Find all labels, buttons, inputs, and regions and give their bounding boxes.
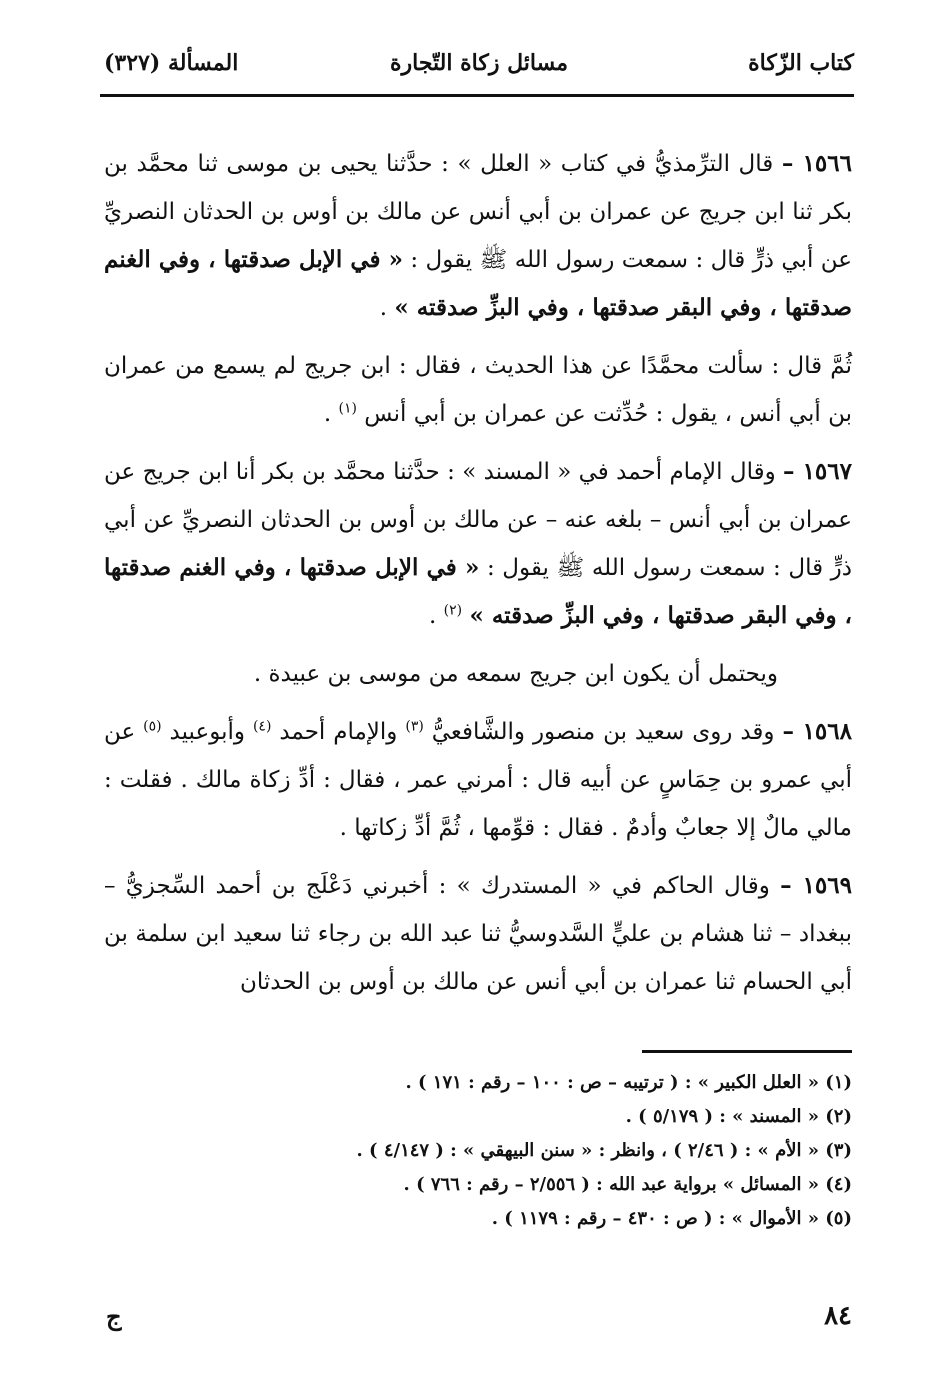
header-book-title: كتاب الزّكاة	[748, 50, 854, 76]
paragraph-commentary-1	[104, 342, 852, 438]
footnotes	[104, 1066, 852, 1236]
hadith-number: ١٥٦٧ –	[783, 458, 852, 485]
signature-mark: ج	[106, 1302, 122, 1331]
paragraph-text: والإمام أحمد	[279, 719, 406, 745]
paragraph-tail: .	[379, 295, 395, 321]
paragraph-text: عن أبي عمرو بن حِمَاسٍ عن أبيه قال : أمرني عمر ، فقال : أدِّ زكاة مالك . فقلت : مالي مالٌ إلا جعابٌ وأدمٌ . فقال : قوِّمها ، ثُمَّ أدِّ زكاتها .	[104, 719, 852, 841]
paragraph-1568	[104, 708, 852, 852]
footnote-ref-4: (٤)	[252, 718, 272, 735]
hadith-quote: « في الإبل صدقتها ، وفي الغنم صدقتها ، وفي البقر صدقتها ، وفي البزِّ صدقته »	[104, 554, 852, 629]
footnote-item: (١) « العلل الكبير » : ( ترتيبه – ص : ١٠٠ – رقم : ١٧١ ) .	[405, 1072, 852, 1093]
paragraph-text: ويحتمل أن يكون ابن جريج سمعه من موسى بن عبيدة .	[253, 661, 778, 687]
paragraph-tail: .	[429, 603, 444, 629]
paragraph-text: وقال الحاكم في « المستدرك » : أخبرني دَعْلَج بن أحمد السِّجزيُّ – ببغداد – ثنا هشام بن عليٍّ السَّدوسيُّ ثنا عبد الله بن رجاء ثنا سعيد ابن سلمة بن أبي الحسام ثنا عمران بن أبي أنس عن مالك بن أوس بن الحدثان	[104, 873, 852, 995]
hadith-number: ١٥٦٦ –	[781, 150, 852, 177]
running-header	[104, 48, 854, 88]
footnote-item: (٤) « المسائل » برواية عبد الله : ( ٢/٥٥٦ – رقم : ٧٦٦ ) .	[403, 1174, 852, 1195]
paragraph-text: وقد روى سعيد بن منصور والشَّافعيُّ	[431, 719, 783, 745]
paragraph-1567	[104, 448, 852, 640]
paragraph-1569	[104, 862, 852, 1006]
footnote-item: (٢) « المسند » : ( ٥/١٧٩ ) .	[625, 1106, 852, 1127]
page-number: ٨٤	[824, 1301, 852, 1331]
footnote-ref-5: (٥)	[143, 718, 162, 735]
footnote-item: (٥) « الأموال » : ( ص : ٤٣٠ – رقم : ١١٧٩ ) .	[491, 1208, 852, 1229]
main-text	[104, 140, 852, 1016]
footnote-item: (٣) « الأم » : ( ٢/٤٦ ) ، وانظر : « سنن البيهقي » : ( ٤/١٤٧ ) .	[356, 1140, 852, 1161]
paragraph-1566	[104, 140, 852, 332]
footnote-ref-2: (٢)	[443, 602, 463, 619]
paragraph-tail: .	[323, 401, 339, 427]
header-issue-number: المسألة (٣٢٧)	[104, 50, 239, 76]
footnote-ref-3: (٣)	[405, 718, 424, 735]
hadith-number: ١٥٦٩ –	[780, 872, 852, 899]
paragraph-text: وقال الإمام أحمد في « المسند » : حدَّثنا محمَّد بن بكر أنا ابن جريج عن عمران بن أبي أنس – بلغه عنه – عن مالك بن أوس بن الحدثان النصريِّ عن أبي ذرٍّ قال : سمعت رسول الله ﷺ يقول :	[104, 459, 852, 581]
footnote-ref-1: (١)	[338, 400, 357, 417]
paragraph-text: ثُمَّ قال : سألت محمَّدًا عن هذا الحديث ، فقال : ابن جريج لم يسمع من عمران بن أبي أنس ، يقول : حُدِّثت عن عمران بن أبي أنس	[104, 353, 852, 427]
header-chapter-title: مسائل زكاة التّجارة	[389, 50, 569, 76]
header-divider	[100, 94, 854, 97]
paragraph-text: وأبوعبيد	[169, 719, 253, 745]
hadith-number: ١٥٦٨ –	[782, 718, 852, 745]
paragraph-commentary-2	[104, 650, 852, 698]
paragraph-text: قال الترِّمذيُّ في كتاب « العلل » : حدَّثنا يحيى بن موسى ثنا محمَّد بن بكر ثنا ابن جريج عن عمران بن أبي أنس عن مالك بن أوس بن الحدثان النصريِّ عن أبي ذرٍّ قال : سمعت رسول الله ﷺ يقول :	[104, 151, 853, 273]
footnote-divider	[642, 1050, 852, 1053]
hadith-quote: « في الإبل صدقتها ، وفي الغنم صدقتها ، وفي البقر صدقتها ، وفي البزِّ صدقته »	[104, 246, 852, 321]
